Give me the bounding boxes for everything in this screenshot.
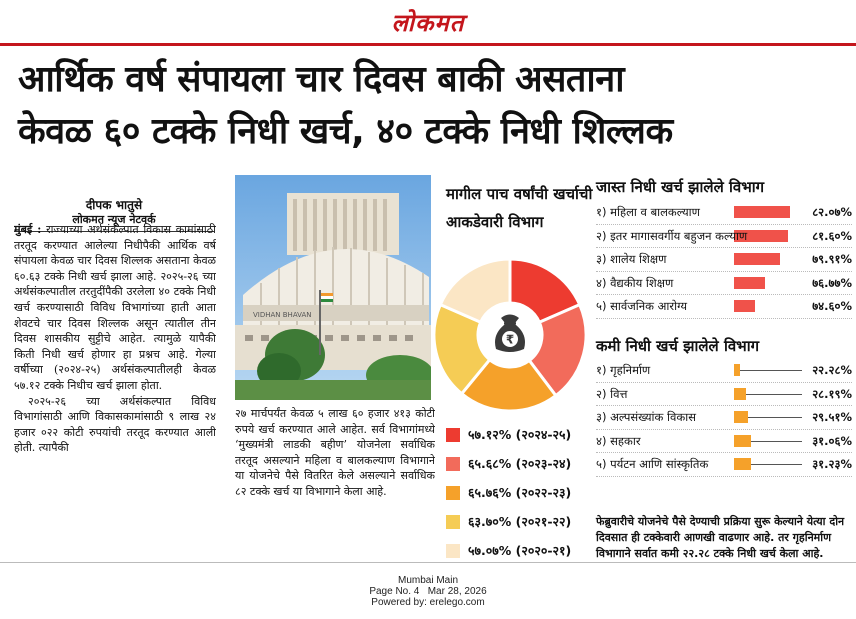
footer-page: Page No. 4: [369, 586, 420, 597]
footer-date: Mar 28, 2026: [427, 586, 487, 597]
bar-value: २८.१९%: [812, 386, 852, 401]
bar-row: [596, 406, 852, 430]
article-column-2: २७ मार्चपर्यंत केवळ ५ लाख ६० हजार ४१३ कोटी रुपये खर्च करण्यात आले आहेत. सर्व विभागांमध्ये ‘मुख्यमंत्री लाडकी बहीण’ योजनेला सर्वाधिक तरतूद असल्याने महिला व बालकल्याण विभागाने या योजनेचे पैसे वितरित केले असल्याने सर्वाधिक ८२ टक्के खर्च या विभागाने केला आहे.: [235, 407, 435, 498]
bar-row: [596, 383, 852, 407]
legend-swatch: [446, 457, 460, 471]
vidhan-bhavan-photo: [235, 175, 431, 400]
legend-item: [446, 424, 606, 453]
bar: [734, 277, 765, 289]
legend-swatch: [446, 515, 460, 529]
bar-row: [596, 359, 852, 383]
high-spending-bar-chart: [596, 201, 852, 319]
legend-label: ५७.१२% (२०२४-२५): [468, 427, 572, 442]
article-paragraph-2: २०२५-२६ च्या अर्थसंकल्पात विविध विभागांसाठी आणि विकासकामांसाठी ९ लाख २४ हजार ०२२ कोटी रुपयांची तरतूद करण्यात आली होती. त्यापैकी: [14, 394, 216, 455]
bar-row: [596, 295, 852, 319]
legend-item: [446, 482, 606, 511]
bar-label: ३) अल्पसंख्यांक विकास: [596, 410, 696, 424]
lokmat-logo: लोकमत: [391, 8, 465, 37]
bar-label: ३) शालेय शिक्षण: [596, 252, 667, 266]
bar-value: ८१.६०%: [812, 228, 852, 243]
legend-label: ५७.०७% (२०२०-२१): [468, 543, 572, 558]
bar-label: ५) सार्वजनिक आरोग्य: [596, 299, 687, 313]
bar-row: [596, 272, 852, 296]
bar-value: ७४.६०%: [812, 299, 852, 313]
legend-swatch: [446, 544, 460, 558]
dateline: मुंबई :: [14, 223, 42, 236]
legend-swatch: [446, 428, 460, 442]
headline-line-1: आर्थिक वर्ष संपायला चार दिवस बाकी असताना: [18, 59, 625, 100]
byline-agency: लोकमत न्यूज नेटवर्क: [72, 213, 156, 226]
bar-value: ३१.०६%: [812, 433, 852, 448]
bar-leader-line: [751, 441, 802, 442]
bar-row: [596, 453, 852, 477]
high-spending-title: जास्त निधी खर्च झालेले विभाग: [596, 178, 765, 196]
bar: [734, 206, 790, 218]
bar-label: २) वित्त: [596, 386, 628, 401]
bar: [734, 458, 751, 470]
bar-leader-line: [746, 394, 802, 395]
article-paragraph-1: [14, 222, 216, 394]
bar-value: ३१.२३%: [812, 457, 852, 471]
bar-row: [596, 201, 852, 225]
bar-label: २) इतर मागासवर्गीय बहुजन कल्याण: [596, 228, 748, 243]
footer-page-info: [0, 586, 856, 597]
legend-swatch: [446, 486, 460, 500]
bar-value: ७९.९१%: [812, 252, 852, 266]
bar: [734, 253, 780, 265]
bar-row: [596, 248, 852, 272]
bar-leader-line: [748, 417, 802, 418]
bar-label: १) महिला व बालकल्याण: [596, 205, 700, 219]
donut-chart-title: मागील पाच वर्षांची खर्चाची आकडेवारी विभाग: [446, 185, 593, 231]
bar-value: ८२.०७%: [812, 205, 852, 219]
svg-text:₹: ₹: [505, 332, 515, 347]
footer-divider: [0, 562, 856, 563]
donut-chart: [430, 255, 590, 415]
bar-leader-line: [751, 464, 802, 465]
low-spending-title: कमी निधी खर्च झालेले विभाग: [596, 337, 760, 355]
footer-powered: Powered by: erelego.com: [371, 597, 485, 608]
legend-item: [446, 511, 606, 540]
legend-item: [446, 453, 606, 482]
bar-row: [596, 225, 852, 249]
info-note: फेब्रुवारीचे योजनेचे पैसे देण्याची प्रक्रिया सुरू केल्याने येत्या दोन दिवसात ही टक्केवारी आणखी वाढणार आहे. तर गृहनिर्माण विभागाने सर्वात कमी २२.२८ टक्के निधी खर्च केला आहे.: [596, 515, 845, 560]
bar-value: ७६.७७%: [812, 275, 852, 290]
legend-label: ६३.७०% (२०२१-२२): [468, 514, 572, 529]
bar-label: ४) सहकार: [596, 433, 641, 448]
bar-label: १) गृहनिर्माण: [596, 363, 651, 377]
footer-edition: Mumbai Main: [397, 575, 459, 586]
bar-leader-line: [740, 370, 802, 371]
headline-line-2: केवळ ६० टक्के निधी खर्च, ४० टक्के निधी शिल्लक: [18, 111, 673, 152]
low-spending-bar-chart: [596, 359, 852, 477]
bar: [734, 388, 746, 400]
bar-value: २९.५१%: [812, 410, 852, 424]
legend-label: ६५.७६% (२०२२-२३): [468, 485, 572, 500]
bar: [734, 300, 755, 312]
bar-value: २२.२८%: [812, 363, 852, 377]
bar-row: [596, 430, 852, 454]
donut-legend: [446, 424, 606, 569]
bar: [734, 435, 751, 447]
page-footer: [0, 575, 856, 608]
masthead: [0, 0, 856, 46]
headline: [18, 54, 848, 158]
bar-label: ५) पर्यटन आणि सांस्कृतिक: [596, 457, 709, 471]
legend-label: ६५.६८% (२०२३-२४): [468, 456, 572, 471]
byline-author: दीपक भातुसे: [85, 198, 143, 212]
bar-label: ४) वैद्यकीय शिक्षण: [596, 275, 674, 290]
building-sign: VIDHAN BHAVAN: [253, 311, 312, 319]
article-column-1: [14, 222, 216, 554]
legend-item: [446, 540, 606, 569]
bar: [734, 411, 748, 423]
article-paragraph-1-text: राज्याच्या अर्थसंकल्पात विकास कामांसाठी तरतूद करण्यात आलेल्या निधीपैकी आर्थिक वर्ष संपायला केवळ चार दिवस शिल्लक असताना केवळ ६०.६३ टक्के निधी खर्च झाला आहे. २०२५-२६ च्या अर्थसंकल्पातील तरतुदींपैकी उरलेला ४० टक्के निधी खर्च करण्यासाठी विविध विभागांच्या हाती आता शेवटचे चार दिवस शिल्लक असून त्यातील तीन दिवस शासकीय सुट्टीचे आहेत. त्यामुळे यापैकी किती निधी खर्च होणार हा प्रश्नच आहे. गेल्या वर्षीच्या (२०२४-२५) अर्थसंकल्पातीलही केवळ ५७.१२ टक्के निधीच खर्च झाला होता.: [14, 223, 216, 392]
